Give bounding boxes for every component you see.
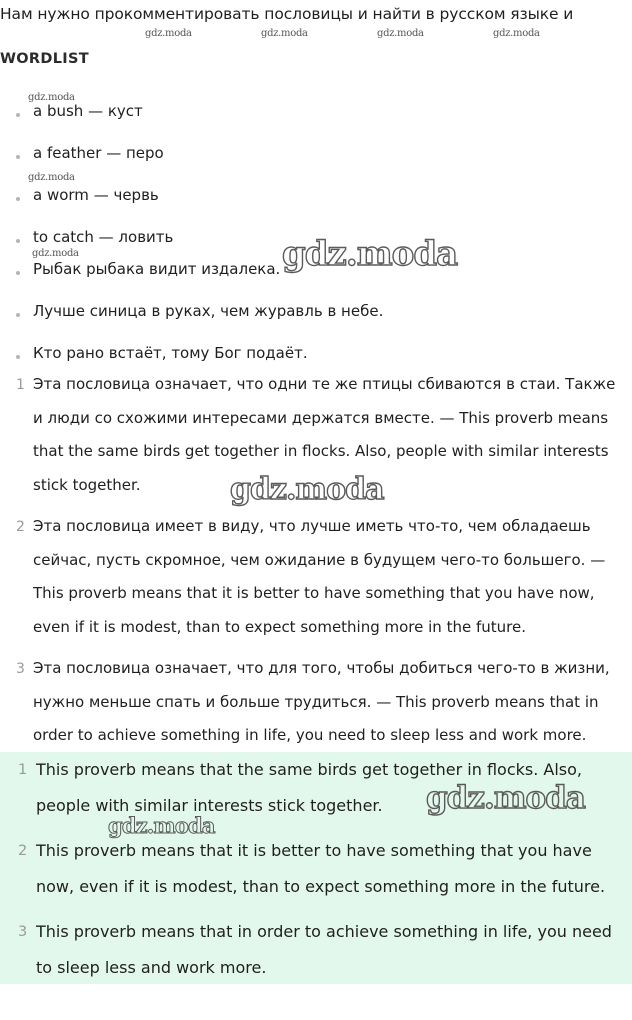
answer-text: This proverb means that in order to achieve something in life, you need to sleep less and work more. (36, 922, 612, 977)
list-item-text: a worm — червь (33, 186, 159, 204)
wordlist-heading: WORDLIST (0, 51, 89, 67)
bullet-dot (16, 155, 20, 159)
watermark: gdz.moda (261, 28, 308, 39)
list-item-text: a feather — перо (33, 144, 164, 162)
item-number: 3 (16, 661, 25, 677)
bullet-dot (16, 197, 20, 201)
watermark: gdz.moda (426, 780, 585, 816)
bullet-dot (16, 271, 20, 275)
list-item-text: Рыбак рыбака видит издалека. (33, 260, 281, 278)
item-number: 1 (18, 762, 28, 778)
answer-text: This proverb means that the same birds get together in flocks. Also, people with similar interests stick together. (36, 760, 582, 815)
watermark: gdz.moda (145, 28, 192, 39)
item-number: 1 (16, 377, 25, 393)
watermark: gdz.moda (230, 472, 384, 507)
intro-text: Нам нужно прокомментировать пословицы и найти в русском языке и (0, 5, 574, 23)
numbered-item-text: Эта пословица означает, что одни те же птицы сбиваются в стаи. Также и люди со схожими интересами держатся вместе. — This proverb means that the same birds get together in flocks. Also, people with similar interests stick together. (33, 375, 616, 494)
answer-text: This proverb means that it is better to have something that you have now, even if it is modest, than to expect something more in the future. (36, 841, 606, 896)
watermark: gdz.moda (108, 813, 215, 838)
list-item-text: to catch — ловить (33, 228, 174, 246)
list-item-text: a bush — куст (33, 102, 143, 120)
numbered-item-text: Эта пословица означает, что для того, чтобы добиться чего-то в жизни, нужно меньше спать и больше трудиться. — This proverb means that in order to achieve something in life, you need to sleep less and work more. (33, 659, 610, 745)
item-number: 3 (18, 924, 28, 940)
list-item-text: Кто рано встаёт, тому Бог подаёт. (33, 344, 308, 362)
watermark: gdz.moda (493, 28, 540, 39)
watermark: gdz.moda (28, 92, 75, 103)
item-number: 2 (18, 843, 28, 859)
numbered-item-text: Эта пословица имеет в виду, что лучше иметь что-то, чем обладаешь сейчас, пусть скромное, чем ожидание в будущем чего-то большего. — This proverb means that it is better to have something that you have now, even if it is modest, than to expect something more in the future. (33, 517, 606, 636)
watermark: gdz.moda (282, 234, 458, 274)
bullet-dot (16, 313, 20, 317)
watermark: gdz.moda (377, 28, 424, 39)
watermark: gdz.moda (32, 248, 79, 259)
item-number: 2 (16, 519, 25, 535)
list-item-text: Лучше синица в руках, чем журавль в небе. (33, 302, 384, 320)
bullet-dot (16, 113, 20, 117)
watermark: gdz.moda (28, 172, 75, 183)
bullet-dot (16, 355, 20, 359)
bullet-dot (16, 239, 20, 243)
